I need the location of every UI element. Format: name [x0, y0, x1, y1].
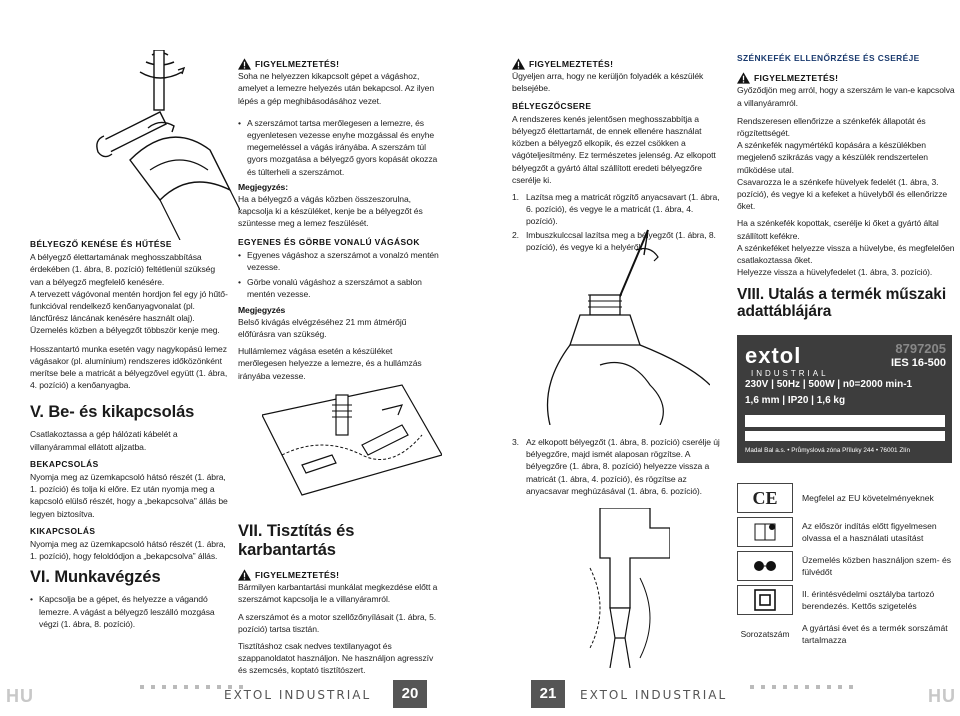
- punch-die-illustration: [570, 508, 670, 668]
- paragraph: Ha a bélyegző a vágás közben összeszorulna, kapcsolja ki a készüléket, kenje be a bélyegzőt és szüntesse meg a lemez feszülését.: [238, 194, 423, 229]
- list-item: 3. Az elkopott bélyegzőt (1. ábra, 8. pozíció) cserélje új bélyegzőre, majd ismét alaposan rögzítse. A bélyegzőre (1. ábra, 8. pozíció) helyezze vissza a matricát (1. ábra, 4. pozíció), és rögzítse az anyacsavar meghúzásával (1. ábra, 6. pozíció).: [512, 437, 720, 496]
- footer-brand-right: EXTOL INDUSTRIAL: [580, 688, 728, 702]
- list-item: 1. Lazítsa meg a matricát rögzítő anyacsavart (1. ábra, 6. pozíció), és vegye le a matricát (1. ábra, 4. pozíció).: [512, 192, 720, 227]
- paragraph: Soha ne helyezzen kikapcsolt gépet a vágáshoz, amelyet a lemezre helyezés után bekapcsol. Az ilyen lépés a gép meghibásodásához vezet.: [238, 71, 435, 106]
- list-item: • Egyenes vágáshoz a szerszámot a vonalzó mentén vezesse.: [238, 249, 442, 273]
- page-number-right: 21: [531, 680, 565, 708]
- book-icon: [737, 517, 793, 547]
- wrench-illustration: [90, 50, 240, 240]
- switch-on-heading: BEKAPCSOLÁS: [30, 458, 99, 469]
- paragraph: Győződjön meg arról, hogy a szerszám le van-e kapcsolva a villanyáramról.: [737, 85, 955, 108]
- paragraph: Nyomja meg az üzemkapcsoló hátsó részét (1. ábra, 1. pozíció), hogy feloldódjon a „bekapcsolva” állás.: [30, 539, 226, 562]
- paragraph: A szénkefék nagymértékű kopására a készülékben megjelenő szikrázás vagy a készülék rendszertelen működése utal.: [737, 140, 928, 175]
- paragraph: Bármilyen karbantartási munkálat megkezdése előtt a szerszámot kapcsolja le a villanyáramról.: [238, 582, 438, 605]
- list-item: • Görbe vonalú vágáshoz a szerszámot a sablon mentén vezesse.: [238, 276, 442, 300]
- paragraph: Csatlakoztassa a gép hálózati kábelét a villanyárammal ellátott aljzatba.: [30, 429, 178, 452]
- section-viii-heading: VIII. Utalás a termék műszaki adattáblájára: [737, 286, 947, 321]
- punch-hex-key-illustration: [540, 225, 710, 425]
- note-title: Megjegyzés: [238, 304, 286, 315]
- warning-icon: [737, 72, 750, 84]
- list-item: • Kapcsolja be a gépet, és helyezze a vágandó lemezre. A vágást a bélyegző leszálló mozgása végzi (1. ábra, 8. pozíció).: [30, 593, 228, 630]
- list-item: • A szerszámot tartsa merőlegesen a lemezre, és egyenletesen vezesse enyhe mozgással és enyhe megemeléssel a vágás irányába. A szerszám túl gyors mozgatása a bélyegző gyors kopását okozza és túlterheli a szerszámot.: [238, 117, 442, 178]
- glasses-icon: [737, 551, 793, 581]
- symbol-description: Megfelel az EU követelményeknek: [802, 493, 934, 503]
- warning-header: [238, 58, 442, 70]
- punch-step-3: [512, 436, 724, 498]
- plate-specs-2: 1,6 mm | IP20 | 1,6 kg: [745, 395, 846, 406]
- carbon-brush-column: [737, 52, 955, 326]
- symbol-description: Üzemelés közben használjon szem- és fülvédőt: [802, 555, 952, 577]
- language-code-left: HU: [6, 686, 34, 706]
- paragraph: Hosszantartó munka esetén vagy nagykopású lemez vágásakor (pl. alumínium) rendszeres időközönként merítse bele a matricát a bélyegzővel együtt (1. ábra, 4. pozíció) a kenőanyagba.: [30, 343, 228, 391]
- plate-address: Madal Bal a.s. • Průmyslová zóna Příluky 244 • 76001 Zlín: [745, 447, 911, 454]
- middle-column: [238, 56, 442, 387]
- cuts-heading: EGYENES ÉS GÖRBE VONALÚ VÁGÁSOK: [238, 236, 420, 247]
- paragraph: Belső kivágás elvégzéséhez 21 mm átmérőjű előfúrásra van szükség.: [238, 316, 407, 340]
- maintenance-section: [238, 522, 442, 682]
- symbol-row: [737, 617, 952, 651]
- symbol-description: Az először indítás előtt figyelmesen olvassa el a használati utasítást: [802, 521, 937, 543]
- paragraph: Nyomja meg az üzemkapcsoló hátsó részét (1. ábra, 1. pozíció) és tolja ki előre. Ez után nyomja meg a kapcsoló elülső részét, hogy a „bekapcsolva” állás be legyen biztosítva.: [30, 472, 228, 519]
- section-vi-heading: VI. Munkavégzés: [30, 568, 161, 587]
- warning-icon: [512, 58, 525, 70]
- carbon-brush-heading: SZÉNKEFÉK ELLENŐRZÉSE ÉS CSERÉJE: [737, 53, 920, 63]
- warning-icon: [238, 569, 251, 581]
- paragraph: Helyezze vissza a hüvelyfedelet (1. ábra, 3. pozíció).: [737, 267, 933, 278]
- warning-label: FIGYELMEZTETÉS!: [754, 73, 839, 84]
- left-column: [30, 238, 228, 633]
- symbol-description: II. érintésvédelmi osztályba tartozó berendezés. Kettős szigetelés: [802, 589, 935, 611]
- warning-label: FIGYELMEZTETÉS!: [529, 59, 614, 69]
- plate-model: IES 16-500: [890, 357, 946, 369]
- lubrication-heading: BÉLYEGZŐ KENÉSE ÉS HŰTÉSE: [30, 239, 172, 249]
- serial-number-label: Sorozatszám: [740, 629, 790, 639]
- paragraph: A bélyegző élettartamának meghosszabbítása érdekében (1. ábra, 8. pozíció) feltétlenül szükség van a bélyegző megfelelő kenésére.: [30, 252, 216, 287]
- symbol-row: [737, 515, 952, 549]
- plate-logo: extol: [745, 343, 802, 368]
- footer-brand-left: EXTOL INDUSTRIAL: [224, 688, 372, 702]
- paragraph: Rendszeresen ellenőrizze a szénkefék állapotát és rögzítettségét.: [737, 115, 926, 139]
- warning-header: [512, 58, 724, 70]
- plate-subtitle: INDUSTRIAL: [751, 369, 829, 378]
- warning-header: [737, 72, 955, 84]
- warning-label: FIGYELMEZTETÉS!: [255, 59, 340, 69]
- paragraph: Hullámlemez vágása esetén a készüléket merőlegesen helyezze a lemezre, és a hullámzás irányába vezesse.: [238, 346, 422, 381]
- footer-dots-right: [750, 685, 853, 689]
- double-icon: [737, 585, 793, 615]
- cutting-direction-illustration: [262, 375, 442, 505]
- symbol-description: A gyártási évet és a termék sorszámát tartalmazza: [802, 623, 948, 645]
- ce-icon: CE: [737, 483, 793, 513]
- rating-plate: [737, 335, 952, 463]
- plate-specs-1: 230V | 50Hz | 500W | n0=2000 min-1: [745, 379, 913, 390]
- warning-label: FIGYELMEZTETÉS!: [255, 570, 340, 580]
- paragraph: Ha a szénkefék kopottak, cserélje ki őket a gyártó által szállított kefékre.: [737, 218, 939, 241]
- symbols-table: [737, 481, 952, 651]
- paragraph: Tisztításhoz csak nedves textilanyagot és szappanoldatot használjon. Ne használjon agresszív és szemcsés, koptató tisztítószert.: [238, 641, 434, 676]
- plate-bar-1: [745, 415, 945, 427]
- symbol-row: [737, 549, 952, 583]
- paragraph: A szénkeféket helyezze vissza a hüvelybe, és megfelelően csatlakoztassa őket.: [737, 242, 955, 266]
- section-vii-heading: VII. Tisztítás és karbantartás: [238, 522, 355, 559]
- note-title: Megjegyzés:: [238, 181, 289, 192]
- plate-code: 8797205: [895, 341, 946, 356]
- paragraph: Csavarozza le a szénkefe hüvelyek fedelét (1. ábra, 3. pozíció), és vegye ki a kefeket a hüvelyből és ellenőrizze őket.: [737, 176, 948, 212]
- symbol-row: [737, 481, 952, 515]
- warning-header: [238, 569, 442, 581]
- language-code-right: HU: [928, 686, 956, 706]
- list-item: 2. Imbuszkulccsal lazítsa meg a bélyegzőt (1. ábra, 8. pozíció), és vegye ki a helyéről.: [512, 229, 716, 252]
- plate-bar-2: [745, 431, 945, 441]
- warning-icon: [238, 58, 251, 70]
- paragraph: A rendszeres kenés jelentősen meghosszabbítja a bélyegző élettartamát, de ennek ellenére használat közben a bélyegző elkopik, és ezzel csökken a vágóteljesítmény. Ez természetes jelenség. Az elkopott bélyegzőt a gyártó által szállított eredeti bélyegzőre cserélje ki.: [512, 113, 716, 185]
- section-v-heading: V. Be- és kikapcsolás: [30, 403, 195, 422]
- symbol-row: [737, 583, 952, 617]
- paragraph: A szerszámot és a motor szellőzőnyílásait (1. ábra, 5. pozíció) tartsa tisztán.: [238, 611, 437, 634]
- switch-off-heading: KIKAPCSOLÁS: [30, 525, 96, 536]
- page-number-left: 20: [393, 680, 427, 708]
- punch-replacement-heading: BÉLYEGZŐCSERE: [512, 100, 592, 111]
- paragraph: Ügyeljen arra, hogy ne kerüljön folyadék a készülék belsejébe.: [512, 71, 704, 94]
- paragraph: A tervezett vágóvonal mentén hordjon fel egy jó hűtő-funkcióval rendelkező kenőanyagvonalat (pl. láncfűrész láncának kenésére használt olaj). Üzemelés közben a bélyegzőt többször kenje meg.: [30, 288, 228, 336]
